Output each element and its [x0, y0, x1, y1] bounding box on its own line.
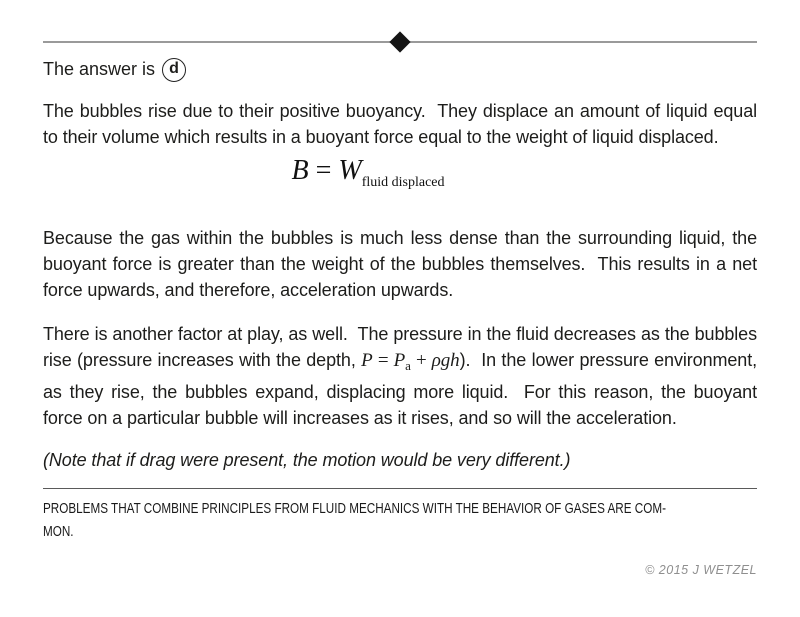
- answer-letter-badge: [162, 58, 186, 82]
- drag-note: (Note that if drag were present, the motion would be very different.): [43, 450, 571, 470]
- answer-line: [43, 56, 757, 83]
- equation-rhs-subscript: fluid displaced: [361, 175, 445, 190]
- formula-rho-gh: ρgh: [431, 350, 460, 371]
- buoyancy-equation: [11, 154, 725, 200]
- formula-pa-subscript: a: [405, 358, 411, 373]
- paragraph-buoyancy: The bubbles rise due to their positive buoyancy. They displace an amount of liquid equal to their volume which results in a buoyant force equal to the weight of liquid displaced.: [43, 101, 762, 147]
- formula-p: P: [361, 350, 373, 371]
- equation-equals: =: [308, 155, 339, 186]
- equation-lhs: B: [291, 155, 309, 186]
- copyright: © 2015 J WETZEL: [645, 563, 757, 577]
- section-divider: [43, 41, 757, 43]
- footer-remark-line: MON.: [43, 523, 74, 540]
- footer-remark-line: PROBLEMS THAT COMBINE PRINCIPLES FROM FLUID MECHANICS WITH THE BEHAVIOR OF GASES ARE COM-: [43, 500, 667, 517]
- paragraph-net-force: Because the gas within the bubbles is much less dense than the surrounding liquid, the buoyant force is greater than the weight of the bubbles themselves. This results in a net force upwards, and therefore, acceleration upwards.: [43, 228, 762, 300]
- pressure-depth-formula: [361, 350, 459, 371]
- equation-rhs-base: W: [338, 155, 362, 186]
- formula-equals: =: [372, 350, 394, 371]
- formula-pa-base: P: [393, 350, 406, 371]
- diamond-ornament-icon: [389, 31, 410, 52]
- answer-prefix: The answer is: [43, 59, 156, 79]
- answer-letter: d: [169, 60, 179, 77]
- paragraph-pressure-text-after: ). In the lower pressure environment, as they rise, the bubbles expand, displacing more liquid. For this reason, the buoyant force on a particular bubble will increases as it rises, and so will the acceleration.: [43, 350, 762, 428]
- paragraph-pressure-text-before: There is another factor at play, as well. The pressure in the fluid decreases as the bubbles rise (pressure increases with the depth,: [43, 324, 762, 370]
- footer-divider: [43, 488, 757, 489]
- footer-remark: [43, 497, 757, 543]
- paragraph-pressure: [43, 321, 762, 431]
- formula-plus: +: [410, 350, 432, 371]
